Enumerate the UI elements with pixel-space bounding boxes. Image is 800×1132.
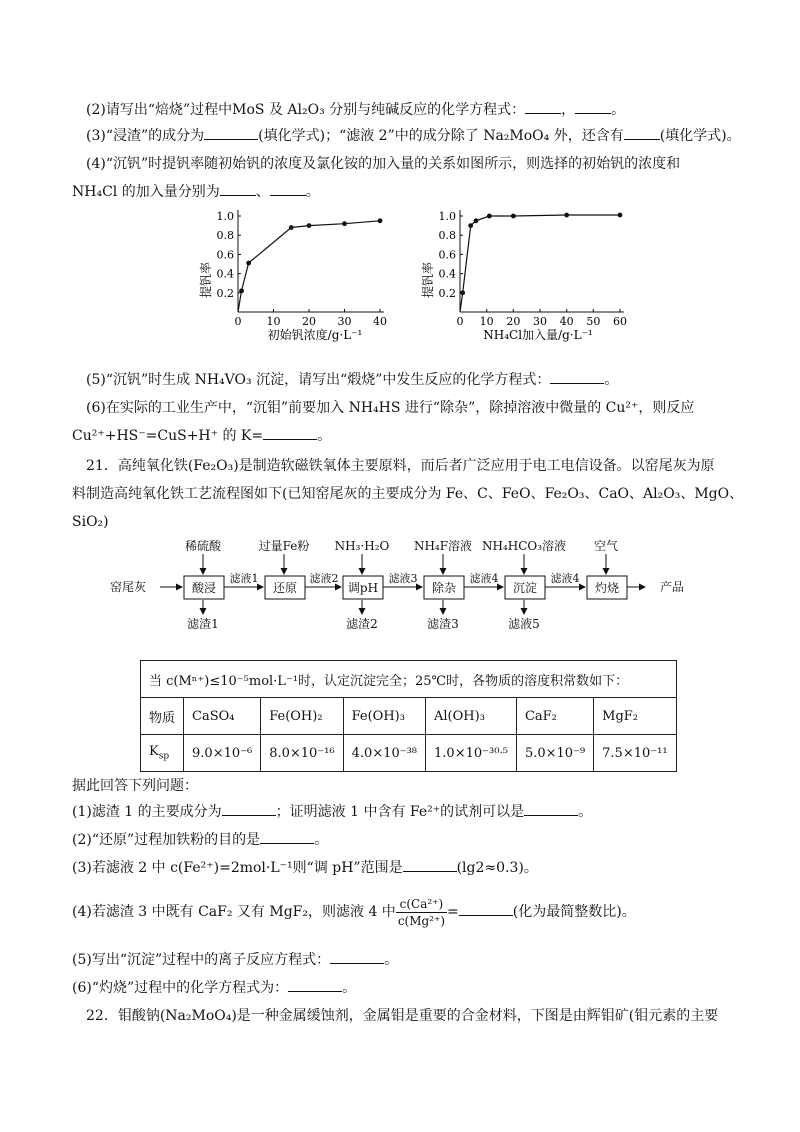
chart-nh4cl-y-tick-label: 0.6 <box>438 248 456 262</box>
chart-initial-vanadium-data-point <box>378 218 383 223</box>
q20-part2: (2)请写出“焙烧”过程中MoS 及 Al₂O₃ 分别与纯碱反应的化学方程式： ， 。 <box>86 102 626 118</box>
flow-filtrate-3: 滤液3 <box>388 572 418 585</box>
flow-reagent-2: 过量Fe粉 <box>258 539 310 553</box>
chart-nh4cl-data-point <box>487 214 492 219</box>
chart-nh4cl-data-point <box>511 214 516 219</box>
flow-step-adjust-ph: 调pH <box>347 581 379 595</box>
flow-reagent-1: 稀硫酸 <box>184 539 222 553</box>
chart-nh4cl-xlabel: NH₄Cl加入量/g·L⁻¹ <box>483 328 593 342</box>
chart-nh4cl-data-point <box>468 223 473 228</box>
chart-nh4cl-x-tick-label: 10 <box>479 315 494 328</box>
q21-intro-line2: 料制造高纯氧化铁工艺流程图如下(已知窑尾灰的主要成分为 Fe、C、FeO、Fe₂O₃、CaO、Al₂O₃、MgO、 <box>72 486 744 502</box>
q20-part5: (5)“沉钒”时生成 NH₄VO₃ 沉淀，请写出“煅烧”中发生反应的化学方程式： 。 <box>86 372 619 388</box>
answer-blank[interactable] <box>330 963 384 964</box>
chart-nh4cl-x-tick-label: 30 <box>533 315 547 328</box>
q21-intro-line1: 21．高纯氧化铁(Fe₂O₃)是制造软磁铁氧体主要原料，而后者广泛应用于电工电信设备。以窑尾灰为原 <box>86 458 715 474</box>
table-cell: 4.0×10⁻³⁸ <box>343 735 425 772</box>
table-cell: Fe(OH)₃ <box>343 698 425 735</box>
chart-nh4cl-data-point <box>564 213 569 218</box>
flow-step-acid-leach: 酸浸 <box>191 581 217 595</box>
chart-nh4cl-y-tick-label: 0.2 <box>438 286 456 300</box>
table-cell: 1.0×10⁻³⁰ᐧ⁵ <box>426 735 517 772</box>
flow-reagent-6: 空气 <box>593 539 619 553</box>
table-cell-ksp-label: $K_{sp}$ <box>141 735 184 772</box>
chart-nh4cl-series-line <box>460 215 620 312</box>
answer-blank[interactable] <box>550 383 604 384</box>
q20-part6-line1: (6)在实际的工业生产中，“沉钼”前要加入 NH₄HS 进行“除杂”，除掉溶液中微量的 Cu²⁺，则反应 <box>86 400 695 416</box>
chart-initial-vanadium-y-tick-label: 0.4 <box>216 267 234 281</box>
chart-initial-vanadium-y-tick-label: 0.2 <box>216 286 234 300</box>
answer-blank[interactable] <box>525 113 561 114</box>
chart-nh4cl <box>420 200 645 345</box>
table-cell: 8.0×10⁻¹⁶ <box>261 735 343 772</box>
chart-nh4cl-y-tick-label: 1.0 <box>438 210 456 223</box>
chart-initial-vanadium <box>190 200 420 345</box>
q21-part4: (4)若滤渣 3 中既有 CaF₂ 又有 MgF₂，则滤液 4 中 $\frac{\text{c(Ca²⁺)}}{\text{c(Mg²⁺)}}$ = (化为最简整数比)。 <box>72 896 636 928</box>
table-cell: CaSO₄ <box>184 698 261 735</box>
chart-nh4cl-plot <box>439 210 628 328</box>
chart-initial-vanadium-ylabel: 提钒率 <box>199 261 213 299</box>
q21-prompt: 据此回答下列问题： <box>72 778 198 794</box>
chart-nh4cl-x-tick-label: 40 <box>559 315 574 328</box>
flow-start: 窑尾灰 <box>109 580 147 594</box>
table-cell: 物质 <box>141 698 184 735</box>
answer-blank[interactable] <box>288 991 342 992</box>
chart-nh4cl-data-point <box>460 290 465 295</box>
table-cell: Al(OH)₃ <box>426 698 517 735</box>
chart-initial-vanadium-data-point <box>239 288 244 293</box>
flow-filtrate-2: 滤液2 <box>309 572 339 585</box>
answer-blank[interactable] <box>575 113 611 114</box>
chart-initial-vanadium-x-tick-label: 30 <box>337 315 352 328</box>
flow-reagent-3: NH₃·H₂O <box>334 539 390 553</box>
flow-reagent-5: NH₄HCO₃溶液 <box>481 539 567 553</box>
table-cell: 5.0×10⁻⁹ <box>516 735 593 772</box>
flow-reagent-4: NH₄F溶液 <box>413 539 473 553</box>
table-cell: Fe(OH)₂ <box>261 698 343 735</box>
answer-blank[interactable] <box>270 195 306 196</box>
chart-nh4cl-data-point <box>618 213 623 218</box>
chart-nh4cl-x-tick-label: 50 <box>586 315 601 328</box>
flow-filtrate-5: 滤液4 <box>550 572 580 585</box>
q21-part6: (6)“灼烧”过程中的化学方程式为： 。 <box>72 980 357 996</box>
flow-filtrate-4: 滤液4 <box>469 572 499 585</box>
chart-nh4cl-y-tick-label: 0.8 <box>438 229 456 243</box>
answer-blank[interactable] <box>220 195 256 196</box>
answer-blank[interactable] <box>222 815 276 816</box>
answer-blank[interactable] <box>403 871 457 872</box>
chart-initial-vanadium-x-tick-label: 0 <box>234 315 242 328</box>
chart-initial-vanadium-y-tick-label: 0.8 <box>216 229 234 243</box>
chart-initial-vanadium-xlabel: 初始钒浓度/g·L⁻¹ <box>267 328 363 342</box>
flow-step-precipitate: 沉淀 <box>512 581 538 595</box>
chart-initial-vanadium-series-line <box>238 221 380 312</box>
chart-initial-vanadium-x-tick-label: 40 <box>373 315 387 328</box>
flow-filtrate-1: 滤液1 <box>229 572 259 585</box>
ksp-table-note: 当 c(Mⁿ⁺)≤10⁻⁵mol·L⁻¹时，认定沉淀完全；25℃时，各物质的溶度积常数如下： <box>141 661 677 698</box>
answer-blank[interactable] <box>260 843 314 844</box>
q21-intro-line3: SiO₂) <box>72 514 109 530</box>
answer-blank[interactable] <box>204 139 258 140</box>
q20-part3: (3)“浸渣”的成分为 (填化学式)；“滤液 2”中的成分除了 Na₂MoO₄ 外，还含有 (填化学式)。 <box>86 128 741 144</box>
chart-initial-vanadium-x-tick-label: 10 <box>266 315 281 328</box>
flow-step-remove-impurity: 除杂 <box>431 581 457 595</box>
ksp-table-note-row <box>141 661 677 698</box>
ksp-table <box>140 660 677 772</box>
chart-nh4cl-x-tick-label: 0 <box>456 315 464 328</box>
flow-residue-2: 滤渣2 <box>346 617 378 631</box>
q22-intro-line1: 22．钼酸钠(Na₂MoO₄)是一种金属缓蚀剂，金属钼是重要的合金材料，下图是由辉钼矿(钼元素的主要 <box>86 1008 719 1024</box>
chart-nh4cl-y-tick-label: 0.4 <box>438 267 456 281</box>
q21-part5: (5)写出“沉淀”过程中的离子反应方程式： 。 <box>72 952 399 968</box>
q20-part4-line2: NH₄Cl 的加入量分别为 、 。 <box>72 184 320 200</box>
process-flow-diagram <box>100 538 700 638</box>
chart-initial-vanadium-data-point <box>246 261 251 266</box>
flow-residue-1: 滤渣1 <box>187 617 219 631</box>
table-cell: CaF₂ <box>516 698 593 735</box>
chart-nh4cl-ylabel: 提钒率 <box>421 261 435 299</box>
chart-initial-vanadium-y-tick-label: 1.0 <box>216 210 234 223</box>
answer-blank[interactable] <box>524 815 578 816</box>
chart-initial-vanadium-data-point <box>307 223 312 228</box>
flow-step-reduce: 还原 <box>272 581 298 595</box>
answer-blank[interactable] <box>459 915 513 916</box>
chart-nh4cl-x-tick-label: 20 <box>506 315 521 328</box>
ksp-table-value-row <box>141 735 677 772</box>
table-cell: 9.0×10⁻⁶ <box>184 735 261 772</box>
chart-initial-vanadium-y-tick-label: 0.6 <box>216 248 234 262</box>
q20-part6-line2: Cu²⁺+HS⁻=CuS+H⁺ 的 K= 。 <box>72 428 332 444</box>
answer-blank[interactable] <box>263 439 317 440</box>
chart-nh4cl-data-point <box>474 218 479 223</box>
flow-residue-3: 滤渣3 <box>427 617 459 631</box>
answer-blank[interactable] <box>624 139 660 140</box>
q21-part3: (3)若滤液 2 中 c(Fe²⁺)=2mol·L⁻¹则“调 pH”范围是 (lg2≈0.3)。 <box>72 860 538 876</box>
chart-initial-vanadium-data-point <box>289 225 294 230</box>
flow-residue-4: 滤液5 <box>508 617 540 631</box>
chart-initial-vanadium-data-point <box>342 221 347 226</box>
table-cell: 7.5×10⁻¹¹ <box>594 735 676 772</box>
flow-end: 产品 <box>659 580 685 594</box>
chart-initial-vanadium-x-tick-label: 20 <box>302 315 316 328</box>
ksp-table-header-row <box>141 698 677 735</box>
table-cell: MgF₂ <box>594 698 676 735</box>
flow-step-calcine-label: 灼烧 <box>594 581 620 595</box>
ca-mg-ratio-fraction: $\frac{\text{c(Ca²⁺)}}{\text{c(Mg²⁺)}}$ <box>397 896 446 928</box>
chart-initial-vanadium-plot <box>217 210 388 328</box>
chart-nh4cl-x-tick-label: 60 <box>613 315 627 328</box>
q21-part2: (2)“还原”过程加铁粉的目的是 。 <box>72 832 329 848</box>
q21-part1: (1)滤渣 1 的主要成分为 ；证明滤液 1 中含有 Fe²⁺的试剂可以是 。 <box>72 804 593 820</box>
q20-part4-line1: (4)“沉钒”时提钒率随初始钒的浓度及氯化铵的加入量的关系如图所示，则选择的初始钒的浓度和 <box>86 156 681 172</box>
